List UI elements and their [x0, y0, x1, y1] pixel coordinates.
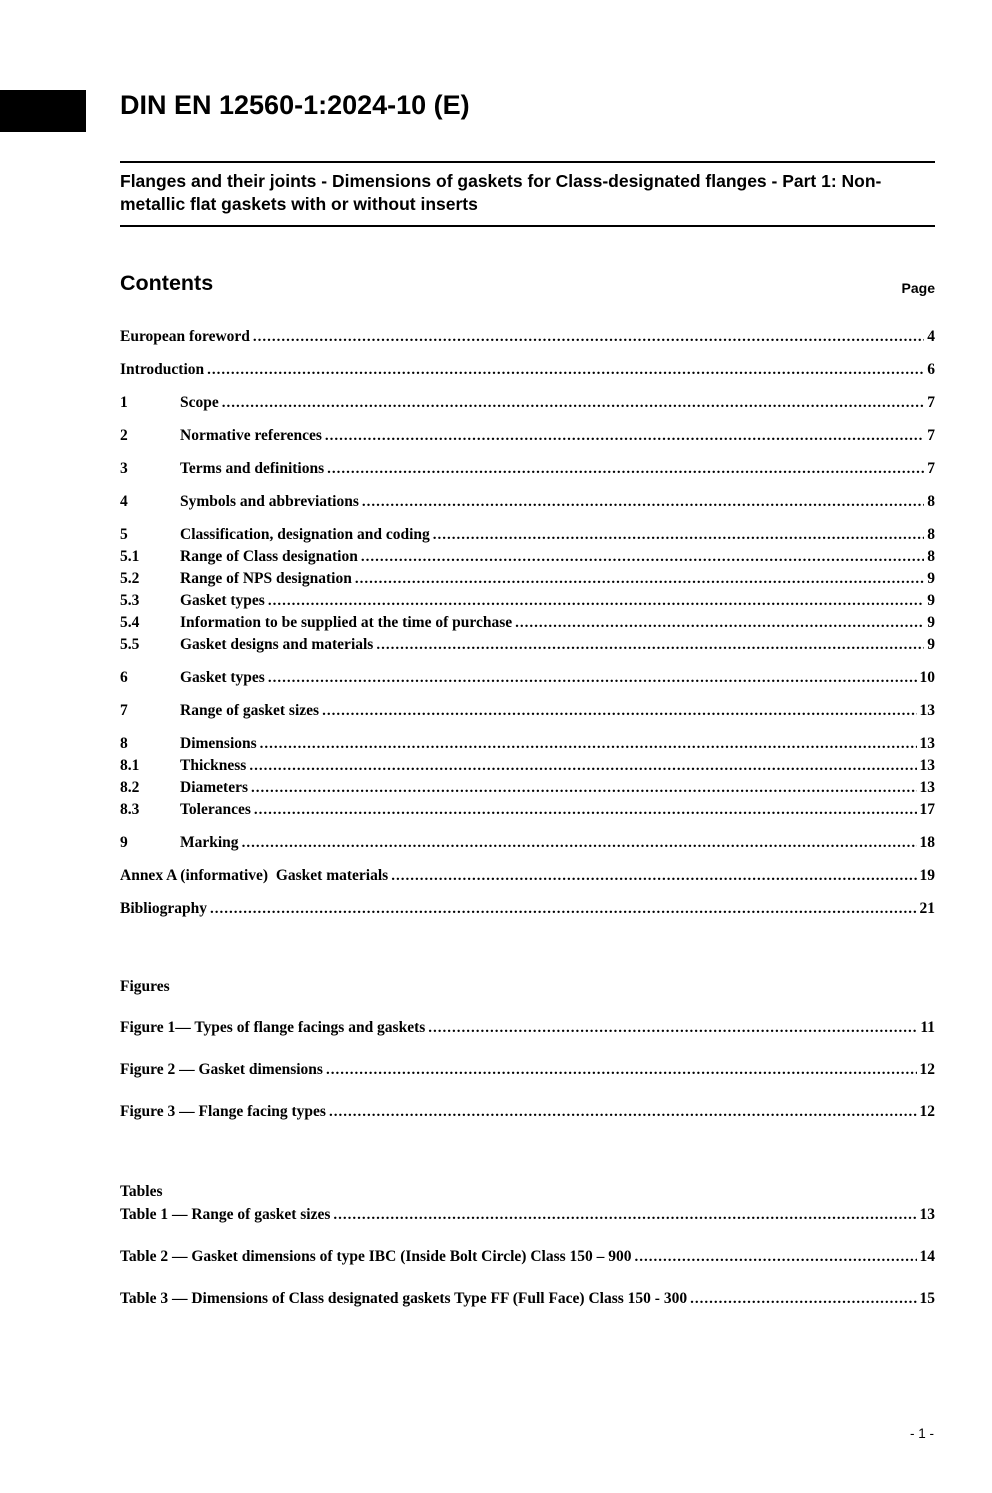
toc-entry-label: Terms and definitions [180, 459, 325, 477]
toc-entry [120, 359, 935, 381]
dot-leader [391, 865, 916, 887]
toc-entry-page: 10 [919, 668, 935, 686]
table-of-contents [120, 326, 935, 920]
table-entry [120, 1246, 935, 1268]
dot-leader [251, 777, 917, 799]
toc-entry-page: 6 [927, 360, 935, 378]
toc-entry-number: 5.5 [120, 635, 140, 653]
dot-leader [268, 667, 917, 689]
toc-entry-number: 9 [120, 833, 128, 851]
dot-leader [433, 524, 924, 546]
toc-entry-number: 8.3 [120, 800, 140, 818]
toc-entry-page: 12 [919, 1102, 935, 1120]
document-title-block [120, 161, 935, 227]
toc-entry [120, 326, 935, 348]
toc-entry [120, 733, 935, 755]
toc-entry-number: 5.2 [120, 569, 140, 587]
toc-entry-label: Introduction [120, 360, 205, 378]
figures-section-heading: Figures [120, 977, 170, 995]
page-column-label: Page [901, 279, 935, 296]
toc-entry-number: 8.1 [120, 756, 140, 774]
toc-entry [120, 425, 935, 447]
dot-leader [249, 755, 916, 777]
toc-entry-label: Gasket types [180, 668, 265, 686]
toc-entry-page: 8 [927, 492, 935, 510]
document-page [0, 90, 992, 1310]
toc-entry-page: 7 [927, 426, 935, 444]
dot-leader [254, 799, 917, 821]
toc-entry-label: Normative references [180, 426, 322, 444]
toc-entry-label: Table 2 — Gasket dimensions of type IBC (Inside Bolt Circle) Class 150 – 900 [120, 1247, 632, 1265]
toc-entry [120, 458, 935, 480]
dot-leader [690, 1288, 916, 1310]
toc-entry [120, 524, 935, 546]
toc-entry-label: Thickness [180, 756, 247, 774]
toc-entry-label: Marking [180, 833, 239, 851]
toc-entry-page: 9 [927, 613, 935, 631]
toc-entry [120, 590, 935, 612]
toc-entry-label: Tolerances [180, 800, 251, 818]
toc-entry-page: 13 [919, 734, 935, 752]
toc-entry [120, 667, 935, 689]
toc-entry-page: 8 [927, 547, 935, 565]
toc-entry-page: 9 [927, 569, 935, 587]
toc-entry-label: Information to be supplied at the time of purchase [180, 613, 513, 631]
toc-entry-label: Figure 3 — Flange facing types [120, 1102, 326, 1120]
toc-entry [120, 777, 935, 799]
toc-entry-label: Range of gasket sizes [180, 701, 320, 719]
toc-entry-page: 13 [919, 1205, 935, 1223]
figure-entry [120, 1017, 935, 1039]
toc-entry-number: 8.2 [120, 778, 140, 796]
footer-page-number: - 1 - [909, 1426, 934, 1441]
toc-entry-number: 5.3 [120, 591, 140, 609]
toc-entry-page: 13 [919, 756, 935, 774]
toc-entry [120, 568, 935, 590]
toc-entry-page: 18 [919, 833, 935, 851]
toc-entry [120, 799, 935, 821]
dot-leader [515, 612, 924, 634]
dot-leader [333, 1204, 916, 1226]
toc-entry-number: 8 [120, 734, 128, 752]
table-entry [120, 1204, 935, 1226]
toc-entry-label: Scope [180, 393, 219, 411]
dot-leader [326, 1059, 917, 1081]
dot-leader [253, 326, 924, 348]
toc-entry [120, 755, 935, 777]
dot-leader [355, 568, 924, 590]
dot-leader [428, 1017, 917, 1039]
toc-entry-page: 19 [919, 866, 935, 884]
dot-leader [260, 733, 917, 755]
toc-entry-number: 4 [120, 492, 128, 510]
toc-entry-label: Dimensions [180, 734, 257, 752]
toc-entry-number: 5 [120, 525, 128, 543]
dot-leader [268, 590, 924, 612]
dot-leader [327, 458, 924, 480]
contents-header [120, 271, 935, 296]
dot-leader [207, 359, 924, 381]
toc-entry-page: 7 [927, 393, 935, 411]
dot-leader [635, 1246, 917, 1268]
toc-entry [120, 898, 935, 920]
dot-leader [329, 1101, 917, 1123]
toc-entry-label: Gasket designs and materials [180, 635, 374, 653]
toc-entry-number: 6 [120, 668, 128, 686]
toc-entry-label: Figure 1— Types of flange facings and gaskets [120, 1018, 426, 1036]
dot-leader [361, 546, 924, 568]
contents-heading: Contents [120, 270, 214, 295]
toc-entry-page: 8 [927, 525, 935, 543]
toc-entry-page: 9 [927, 635, 935, 653]
dot-leader [242, 832, 917, 854]
toc-entry-label: Table 1 — Range of gasket sizes [120, 1205, 331, 1223]
toc-entry [120, 865, 935, 887]
figures-list [120, 1017, 935, 1123]
toc-entry [120, 700, 935, 722]
dot-leader [362, 491, 924, 513]
toc-entry-number: 5.1 [120, 547, 140, 565]
toc-entry-label: Classification, designation and coding [180, 525, 430, 543]
toc-entry-page: 15 [919, 1289, 935, 1307]
dot-leader [322, 700, 916, 722]
print-registration-mark [0, 90, 86, 132]
toc-entry-page: 4 [927, 327, 935, 345]
toc-entry-label: European foreword [120, 327, 250, 345]
toc-entry-label: Range of NPS designation [180, 569, 352, 587]
toc-entry-page: 14 [919, 1247, 935, 1265]
toc-entry-number: 3 [120, 459, 128, 477]
toc-entry-page: 9 [927, 591, 935, 609]
figure-entry [120, 1101, 935, 1123]
toc-entry [120, 392, 935, 414]
dot-leader [222, 392, 925, 414]
toc-entry-label: Annex A (informative) Gasket materials [120, 866, 389, 884]
toc-entry-page: 21 [919, 899, 935, 917]
toc-entry-page: 7 [927, 459, 935, 477]
toc-entry-label: Diameters [180, 778, 248, 796]
toc-entry-page: 13 [919, 778, 935, 796]
toc-entry-label: Bibliography [120, 899, 207, 917]
toc-entry-label: Table 3 — Dimensions of Class designated gaskets Type FF (Full Face) Class 150 - 300 [120, 1289, 688, 1307]
toc-entry [120, 832, 935, 854]
toc-entry-label: Gasket types [180, 591, 265, 609]
document-title: Flanges and their joints - Dimensions of gaskets for Class-designated flanges - Part 1: Non-metallic flat gaskets with or without inserts [120, 171, 882, 214]
toc-entry-number: 5.4 [120, 613, 140, 631]
tables-list [120, 1204, 935, 1310]
toc-entry-number: 1 [120, 393, 128, 411]
figure-entry [120, 1059, 935, 1081]
toc-entry [120, 612, 935, 634]
toc-entry-number: 2 [120, 426, 128, 444]
toc-entry [120, 546, 935, 568]
toc-entry-page: 13 [919, 701, 935, 719]
toc-entry-number: 7 [120, 701, 128, 719]
table-entry [120, 1288, 935, 1310]
toc-entry-label: Figure 2 — Gasket dimensions [120, 1060, 323, 1078]
dot-leader [376, 634, 924, 656]
toc-entry-page: 11 [920, 1018, 935, 1036]
document-number: DIN EN 12560-1:2024-10 (E) [120, 90, 470, 120]
dot-leader [210, 898, 917, 920]
toc-entry-label: Range of Class designation [180, 547, 358, 565]
toc-entry-label: Symbols and abbreviations [180, 492, 359, 510]
toc-entry [120, 491, 935, 513]
dot-leader [325, 425, 924, 447]
toc-entry-page: 17 [919, 800, 935, 818]
toc-entry-page: 12 [919, 1060, 935, 1078]
tables-section-heading: Tables [120, 1182, 163, 1200]
toc-entry [120, 634, 935, 656]
